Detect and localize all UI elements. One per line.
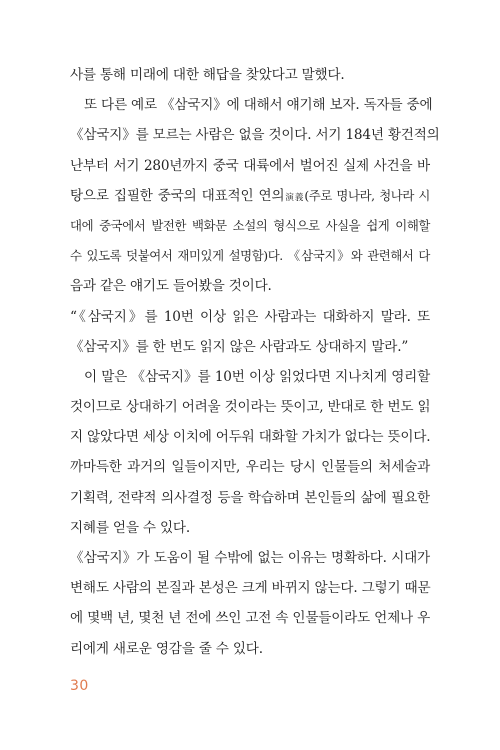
text-line: 대에 중국에서 발전한 백화문 소설의 형식으로 사실을 쉽게 이해할 <box>70 217 430 233</box>
text-line: 음과 같은 얘기도 들어봤을 것이다. <box>70 278 272 295</box>
text-line: 수 있도록 덧붙여서 재미있게 설명함)다. 《삼국지》와 관련해서 다 <box>70 248 430 264</box>
quote-line: 《삼국지》를 한 번도 읽지 않은 사람과도 상대하지 말라.” <box>70 338 409 355</box>
text-line: 또 다른 예로 《삼국지》에 대해서 얘기해 보자. 독자들 중에 <box>84 97 433 114</box>
text-line: 리에게 새로운 영감을 줄 수 있다. <box>70 640 263 657</box>
text-line: 이 말은 《삼국지》를 10번 이상 읽었다면 지나치게 영리할 <box>84 368 430 385</box>
text-line: 에 몇백 년, 몇천 년 전에 쓰인 고전 속 인물들이라도 언제나 우 <box>70 610 430 627</box>
text-line: 기획력, 전략적 의사결정 등을 학습하며 본인들의 삶에 필요한 <box>70 489 430 506</box>
text-line: 《삼국지》를 모르는 사람은 없을 것이다. 서기 184년 황건적의 <box>70 127 440 144</box>
text-line: 지혜를 얻을 수 있다. <box>70 519 190 536</box>
text-line-with-annotation <box>70 181 430 211</box>
text-segment: (주로 명나라, 청나라 시 <box>304 187 430 203</box>
text-line: 지 않았다면 세상 이치에 어두워 대화할 가치가 없다는 뜻이다. <box>70 429 431 446</box>
hanja-annotation: 演義 <box>284 192 305 203</box>
quote-line: “《삼국지》를 10번 이상 읽은 사람과는 대화하지 말라. 또 <box>70 308 430 325</box>
text-line: 까마득한 과거의 일들이지만, 우리는 당시 인물들의 처세술과 <box>70 459 430 476</box>
text-line: 사를 통해 미래에 대한 해답을 찾았다고 말했다. <box>70 67 345 83</box>
text-line: 것이므로 상대하기 어려울 것이라는 뜻이고, 반대로 한 번도 읽 <box>70 399 431 416</box>
body-text <box>70 60 440 664</box>
text-line: 변해도 사람의 본질과 본성은 크게 바뀌지 않는다. 그렇기 때문 <box>70 580 431 597</box>
text-line: 난부터 서기 280년까지 중국 대륙에서 벌어진 실제 사건을 바 <box>70 157 430 174</box>
text-line: 《삼국지》가 도움이 될 수밖에 없는 이유는 명확하다. 시대가 <box>70 550 430 566</box>
page-number: 30 <box>70 678 89 694</box>
text-segment: 탕으로 집필한 중국의 대표적인 연의 <box>70 187 285 204</box>
